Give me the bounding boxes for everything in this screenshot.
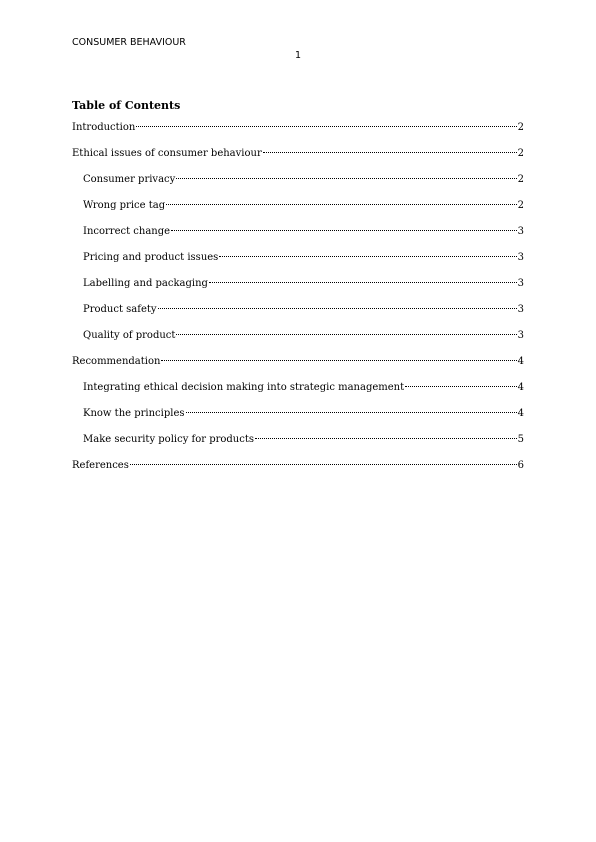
toc-entry-label: Quality of product: [83, 330, 176, 341]
page-number: 1: [294, 50, 302, 61]
toc-entry-page-number: 4: [517, 356, 524, 367]
toc-entry-page-number: 6: [517, 460, 524, 471]
toc-dot-leader: [405, 386, 517, 387]
toc-entry-page-number: 2: [517, 122, 524, 133]
toc-entry-label: References: [72, 460, 129, 471]
toc-dot-leader: [176, 178, 516, 179]
toc-entry[interactable]: [72, 276, 524, 302]
toc-entry[interactable]: [72, 120, 524, 146]
toc-entry-page-number: 5: [517, 434, 524, 445]
toc-entry[interactable]: [72, 172, 524, 198]
toc-entry-page-number: 3: [517, 330, 524, 341]
toc-entry-label: Labelling and packaging: [83, 278, 208, 289]
toc-entry[interactable]: [72, 250, 524, 276]
toc-heading: Table of Contents: [72, 99, 181, 112]
toc-dot-leader: [136, 126, 516, 127]
toc-entry[interactable]: [72, 380, 524, 406]
toc-entry-label: Introduction: [72, 122, 136, 133]
toc-entry[interactable]: [72, 458, 524, 484]
toc-dot-leader: [161, 360, 516, 361]
toc-entry-label: Recommendation: [72, 356, 161, 367]
toc-entry-label: Make security policy for products: [83, 434, 254, 445]
toc-entry[interactable]: [72, 224, 524, 250]
toc-dot-leader: [219, 256, 516, 257]
table-of-contents: [72, 120, 524, 484]
toc-entry-page-number: 3: [517, 252, 524, 263]
toc-entry-label: Ethical issues of consumer behaviour: [72, 148, 262, 159]
toc-entry-page-number: 2: [517, 148, 524, 159]
toc-dot-leader: [171, 230, 517, 231]
toc-entry-label: Know the principles: [83, 408, 185, 419]
toc-entry[interactable]: [72, 328, 524, 354]
toc-entry[interactable]: [72, 198, 524, 224]
toc-dot-leader: [166, 204, 517, 205]
toc-entry-page-number: 2: [517, 200, 524, 211]
toc-entry[interactable]: [72, 354, 524, 380]
toc-entry-label: Wrong price tag: [83, 200, 166, 211]
toc-entry-page-number: 2: [517, 174, 524, 185]
toc-entry-label: Incorrect change: [83, 226, 171, 237]
toc-dot-leader: [255, 438, 517, 439]
toc-entry-page-number: 3: [517, 226, 524, 237]
toc-dot-leader: [209, 282, 517, 283]
toc-dot-leader: [130, 464, 517, 465]
toc-entry-page-number: 3: [517, 278, 524, 289]
toc-dot-leader: [186, 412, 517, 413]
toc-entry-label: Product safety: [83, 304, 157, 315]
toc-entry[interactable]: [72, 146, 524, 172]
toc-entry-label: Integrating ethical decision making into strategic management: [83, 382, 405, 393]
running-header: CONSUMER BEHAVIOUR: [72, 37, 186, 48]
toc-entry[interactable]: [72, 302, 524, 328]
toc-entry-label: Pricing and product issues: [83, 252, 219, 263]
toc-entry-page-number: 3: [517, 304, 524, 315]
toc-entry[interactable]: [72, 406, 524, 432]
toc-dot-leader: [263, 152, 517, 153]
toc-dot-leader: [158, 308, 517, 309]
toc-entry-label: Consumer privacy: [83, 174, 176, 185]
toc-dot-leader: [176, 334, 516, 335]
toc-entry[interactable]: [72, 432, 524, 458]
toc-entry-page-number: 4: [517, 382, 524, 393]
toc-entry-page-number: 4: [517, 408, 524, 419]
